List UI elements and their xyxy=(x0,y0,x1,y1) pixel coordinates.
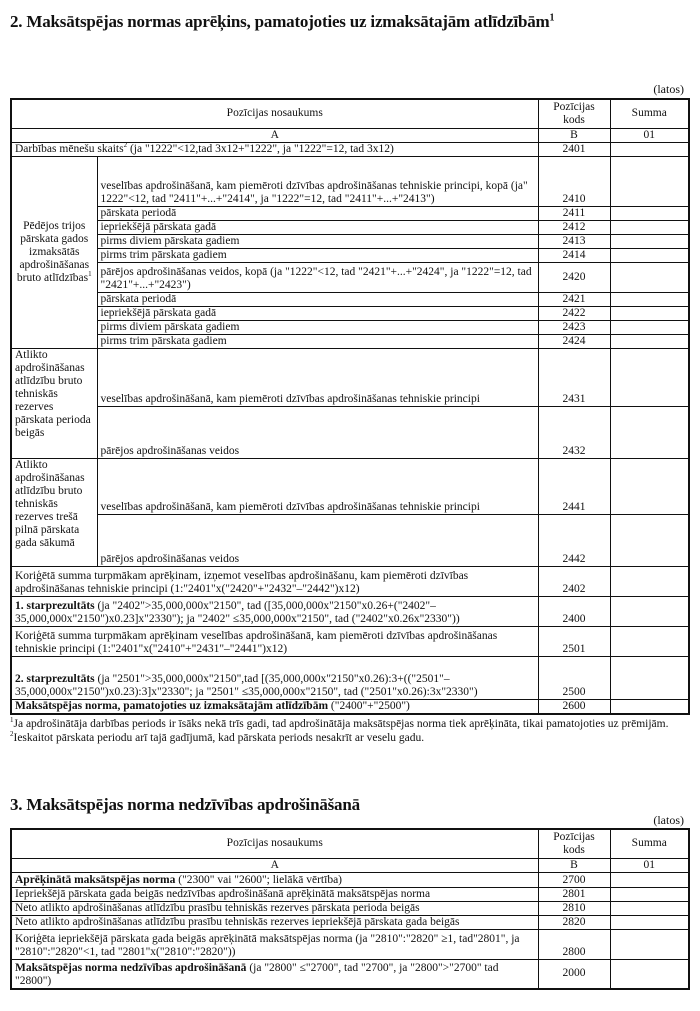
table-row-2820 xyxy=(11,915,689,929)
footnote-text: Ja apdrošinātāja darbības periods ir īsāks nekā trīs gadi, tad apdrošinātāja maksātspējas norma tiek aprēķināta, tikai pamatojoties uz prēmijām. xyxy=(13,718,669,730)
table-row-2600 xyxy=(11,699,689,714)
sum-input[interactable] xyxy=(610,656,689,699)
row-label: pirms trim pārskata gadiem xyxy=(97,248,538,262)
row-code: 2820 xyxy=(538,915,610,929)
header-sum: Summa xyxy=(610,99,689,128)
row-code: 2501 xyxy=(538,626,610,656)
sum-input[interactable] xyxy=(610,320,689,334)
solvency-claims-table xyxy=(10,98,690,715)
column-letter-a: A xyxy=(11,858,538,872)
header-name: Pozīcijas nosaukums xyxy=(11,829,538,858)
sum-input[interactable] xyxy=(610,901,689,915)
row-code: 2700 xyxy=(538,872,610,887)
table-row-2442 xyxy=(11,514,689,566)
column-letter-b: B xyxy=(538,128,610,142)
group-label-text: Pēdējos trijos pārskata gados izmaksātās apdrošināšanas bruto atlīdzības xyxy=(16,219,90,284)
row-label: pārējos apdrošināšanas veidos, kopā (ja "1222"<12, tad "2421"+...+"2424", ja "1222"=12, tad "2421"+...+"2423") xyxy=(97,262,538,292)
row-label xyxy=(11,142,538,156)
row-code: 2421 xyxy=(538,292,610,306)
sum-input[interactable] xyxy=(610,458,689,514)
row-code: 2800 xyxy=(538,929,610,959)
column-letter-a: A xyxy=(11,128,538,142)
section-3-title: 3. Maksātspējas norma nedzīvības apdrošināšanā xyxy=(10,795,360,814)
row-label-formula: (ja "2800" ≤"2700", tad "2700", ja "2800">"2700" tad "2800") xyxy=(15,962,499,987)
row-label-bold: 1. starprezultāts xyxy=(15,599,95,612)
row-label: pārskata periodā xyxy=(97,292,538,306)
row-code: 2810 xyxy=(538,901,610,915)
row-label-formula: (ja "2402">35,000,000x"2150", tad ([35,000,000x"2150"x0.26+("2402"–35,000,000x"2150")x0.23]x"2330"); ja "2402" ≤35,000,000x"2150", tad ("2402"x0.26x"2330")) xyxy=(15,599,460,625)
row-label: Koriģēta iepriekšējā pārskata gada beigās aprēķinātā maksātspējas norma (ja "2810":"2820" ≥1, tad"2801", ja "2810":"2820"<1, tad "2801"x("2810":"2820")) xyxy=(11,929,538,959)
table-row-2423 xyxy=(11,320,689,334)
sum-input[interactable] xyxy=(610,406,689,458)
sum-input[interactable] xyxy=(610,248,689,262)
row-label xyxy=(11,656,538,699)
table-row-2401 xyxy=(11,142,689,156)
row-code: 2431 xyxy=(538,348,610,406)
row-label-bold: 2. starprezultāts xyxy=(15,672,95,685)
row-code: 2420 xyxy=(538,262,610,292)
table-row-2411 xyxy=(11,206,689,220)
row-code: 2422 xyxy=(538,306,610,320)
row-label: pārējos apdrošināšanas veidos xyxy=(97,406,538,458)
column-letter-b: B xyxy=(538,858,610,872)
sum-input[interactable] xyxy=(610,292,689,306)
column-number-01: 01 xyxy=(610,858,689,872)
table-header-row xyxy=(11,99,689,128)
units-label: (latos) xyxy=(653,82,684,96)
row-label: pārskata periodā xyxy=(97,206,538,220)
units-label: (latos) xyxy=(653,813,684,827)
row-label: Neto atlikto apdrošināšanas atlīdzību prasību tehniskās rezerves iepriekšējā pārskata gada beigās xyxy=(11,915,538,929)
column-letter-row xyxy=(11,858,689,872)
table-row-2413 xyxy=(11,234,689,248)
table-row-2400 xyxy=(11,596,689,626)
row-label-bold: Maksātspējas norma, pamatojoties uz izmaksātajām atlīdzībām xyxy=(15,699,329,712)
row-label-formula: ("2400"+"2500") xyxy=(328,699,410,712)
table-row-2414 xyxy=(11,248,689,262)
sum-input[interactable] xyxy=(610,348,689,406)
sum-input[interactable] xyxy=(610,220,689,234)
row-label: pārējos apdrošināšanas veidos xyxy=(97,514,538,566)
row-code: 2000 xyxy=(538,959,610,989)
row-code: 2411 xyxy=(538,206,610,220)
row-label: veselības apdrošināšanā, kam piemēroti dzīvības apdrošināšanas tehniskie principi xyxy=(97,458,538,514)
table-row-2501 xyxy=(11,626,689,656)
row-label xyxy=(11,959,538,989)
row-code: 2402 xyxy=(538,566,610,596)
table-row-2000 xyxy=(11,959,689,989)
table-row-2412 xyxy=(11,220,689,234)
table-row-2410 xyxy=(11,156,689,206)
row-label: veselības apdrošināšanā, kam piemēroti dzīvības apdrošināšanas tehniskie principi, kopā (ja" 1222"<12, tad "2411"+...+"2414", ja "1222"=12, tad "2411"+...+"2413") xyxy=(97,156,538,206)
table-header-row xyxy=(11,829,689,858)
sum-input[interactable] xyxy=(610,596,689,626)
sum-input[interactable] xyxy=(610,334,689,348)
sum-input[interactable] xyxy=(610,234,689,248)
row-code: 2400 xyxy=(538,596,610,626)
header-code: Pozīcijas kods xyxy=(538,99,610,128)
table-row-2431 xyxy=(11,348,689,406)
column-letter-row xyxy=(11,128,689,142)
footnote-mark: 2 xyxy=(10,730,14,739)
sum-input[interactable] xyxy=(610,306,689,320)
sum-input[interactable] xyxy=(610,915,689,929)
row-label: veselības apdrošināšanā, kam piemēroti dzīvības apdrošināšanas tehniskie principi xyxy=(97,348,538,406)
sum-input[interactable] xyxy=(610,699,689,714)
row-code: 2401 xyxy=(538,142,610,156)
footnote-text: Ieskaitot pārskata periodu arī tajā gadījumā, kad pārskata periods nesakrīt ar veselu gadu. xyxy=(13,732,425,744)
sum-input[interactable] xyxy=(610,514,689,566)
sum-input[interactable] xyxy=(610,872,689,887)
table-row-2422 xyxy=(11,306,689,320)
row-code: 2424 xyxy=(538,334,610,348)
table-row-2800 xyxy=(11,929,689,959)
row-code: 2410 xyxy=(538,156,610,206)
row-label xyxy=(11,699,538,714)
footnote-ref: 2 xyxy=(123,140,128,149)
row-code: 2423 xyxy=(538,320,610,334)
row-label: Neto atlikto apdrošināšanas atlīdzību prasību tehniskās rezerves pārskata perioda beigās xyxy=(11,901,538,915)
sum-input[interactable] xyxy=(610,142,689,156)
footnote-1 xyxy=(10,717,690,731)
row-code: 2600 xyxy=(538,699,610,714)
group-label-reserves-end: Atlikto apdrošināšanas atlīdzību bruto tehniskās rezerves pārskata perioda beigās xyxy=(11,348,97,458)
header-sum: Summa xyxy=(610,829,689,858)
header-name: Pozīcijas nosaukums xyxy=(11,99,538,128)
footnotes xyxy=(10,717,690,745)
row-code: 2412 xyxy=(538,220,610,234)
row-label: Koriģētā summa turpmākam aprēķinam veselības apdrošināšanā, kam piemēroti dzīvības apdrošināšanas tehniskie principi (1:"2401"x("2410"+"2431"–"2441")x12) xyxy=(11,626,538,656)
row-code: 2441 xyxy=(538,458,610,514)
table-row-2700 xyxy=(11,872,689,887)
row-label: pirms diviem pārskata gadiem xyxy=(97,320,538,334)
column-number-01: 01 xyxy=(610,128,689,142)
sum-input[interactable] xyxy=(610,566,689,596)
table-row-2424 xyxy=(11,334,689,348)
row-code: 2432 xyxy=(538,406,610,458)
row-label: iepriekšējā pārskata gadā xyxy=(97,220,538,234)
row-code: 2413 xyxy=(538,234,610,248)
row-label-bold: Maksātspējas norma nedzīvības apdrošināšanā xyxy=(15,962,247,974)
row-label-formula: ("2300" vai "2600"; lielākā vērtība) xyxy=(175,873,343,886)
row-code: 2500 xyxy=(538,656,610,699)
table-row-2500 xyxy=(11,656,689,699)
group-label-reserves-start: Atlikto apdrošināšanas atlīdzību bruto tehniskās rezerves trešā pilnā pārskata gada sākumā xyxy=(11,458,97,566)
row-label-text: Darbības mēnešu skaits xyxy=(15,142,124,155)
row-label: Iepriekšējā pārskata gada beigās nedzīvības apdrošināšanā aprēķinātā maksātspējas norma xyxy=(11,887,538,901)
section-2-title-text: 2. Maksātspējas normas aprēķins, pamatojoties uz izmaksātajām atlīdzībām xyxy=(10,12,550,31)
sum-input[interactable] xyxy=(610,156,689,206)
footnote-ref: 1 xyxy=(88,269,92,278)
row-code: 2442 xyxy=(538,514,610,566)
row-label xyxy=(11,872,538,887)
table-row-2441 xyxy=(11,458,689,514)
row-label-formula: (ja "2501">35,000,000x"2150",tad [(35,000,000x"2150"x0.26):3+(("2501"–35,000,000x"2150")x0.23):3]x"2330"; ja "2501" ≤35,000,000x"2150", tad ("2501"x0.26):3x"2330") xyxy=(15,672,478,698)
table-row-2801 xyxy=(11,887,689,901)
sum-input[interactable] xyxy=(610,626,689,656)
footnote-2 xyxy=(10,731,690,745)
header-code: Pozīcijas kods xyxy=(538,829,610,858)
footnote-ref: 1 xyxy=(549,12,555,24)
row-label: pirms trim pārskata gadiem xyxy=(97,334,538,348)
table-row-2432 xyxy=(11,406,689,458)
sum-input[interactable] xyxy=(610,929,689,959)
row-code: 2414 xyxy=(538,248,610,262)
row-label-formula: (ja "1222"<12,tad 3x12+"1222", ja "1222"=12, tad 3x12) xyxy=(127,142,394,155)
sum-input[interactable] xyxy=(610,206,689,220)
table-row-2420 xyxy=(11,262,689,292)
row-label-bold: Aprēķinātā maksātspējas norma xyxy=(15,873,176,886)
footnote-mark: 1 xyxy=(10,716,14,725)
sum-input[interactable] xyxy=(610,959,689,989)
row-label: Koriģētā summa turpmākam aprēķinam, izņemot veselības apdrošināšanu, kam piemēroti dzīvības apdrošināšanas tehniskie principi (1:"2401"x("2420"+"2432"–"2442")x12) xyxy=(11,566,538,596)
sum-input[interactable] xyxy=(610,262,689,292)
section-2-title xyxy=(10,12,554,32)
row-code: 2801 xyxy=(538,887,610,901)
group-label-paid-claims xyxy=(11,156,97,348)
table-row-2421 xyxy=(11,292,689,306)
table-row-2810 xyxy=(11,901,689,915)
row-label: pirms diviem pārskata gadiem xyxy=(97,234,538,248)
table-row-2402 xyxy=(11,566,689,596)
nonlife-solvency-table xyxy=(10,828,690,990)
row-label: iepriekšējā pārskata gadā xyxy=(97,306,538,320)
sum-input[interactable] xyxy=(610,887,689,901)
row-label xyxy=(11,596,538,626)
